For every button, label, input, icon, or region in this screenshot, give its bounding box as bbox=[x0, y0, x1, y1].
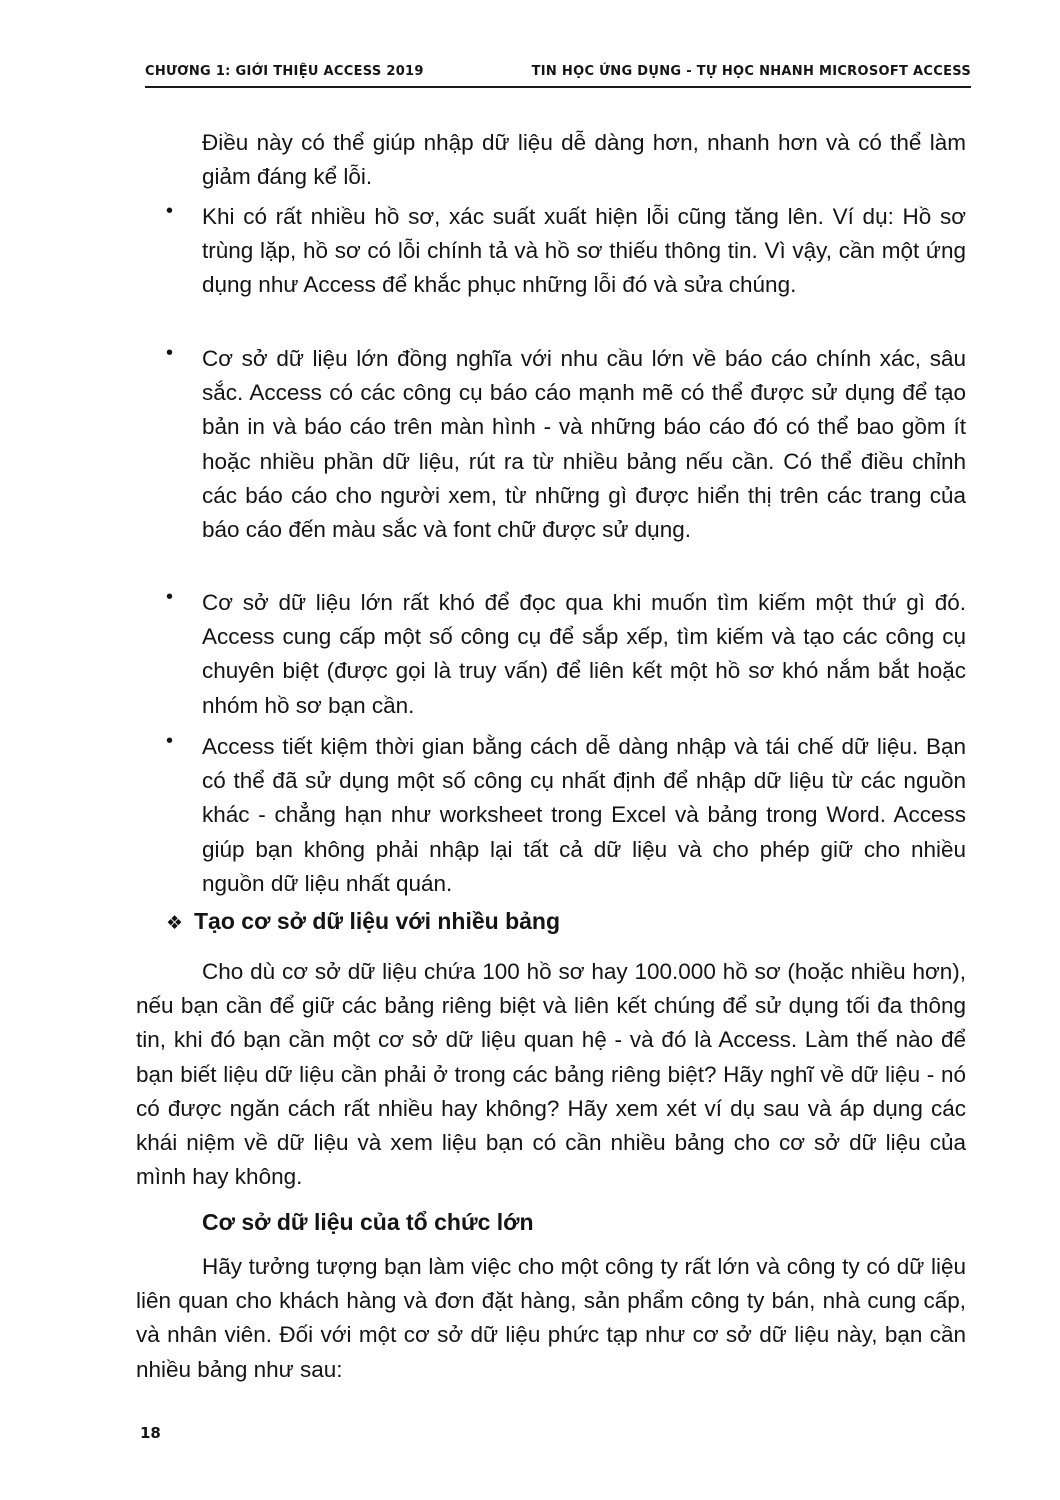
section-heading bbox=[166, 908, 560, 935]
subsection-paragraph: Hãy tưởng tượng bạn làm việc cho một công ty rất lớn và công ty có dữ liệu liên quan cho khách hàng và đơn đặt hàng, sản phẩm công ty bán, nhà cung cấp, và nhân viên. Đối với một cơ sở dữ liệu phức tạp như cơ sở dữ liệu này, bạn cần nhiều bảng như sau: bbox=[136, 1254, 966, 1382]
subsection-heading: Cơ sở dữ liệu của tổ chức lớn bbox=[202, 1209, 534, 1235]
intro-paragraph: Điều này có thể giúp nhập dữ liệu dễ dàng hơn, nhanh hơn và có thể làm giảm đáng kể lỗi. bbox=[202, 130, 966, 190]
section-heading-text: Tạo cơ sở dữ liệu với nhiều bảng bbox=[194, 908, 561, 934]
header-book-title: TIN HỌC ỨNG DỤNG - TỰ HỌC NHANH MICROSOFT ACCESS bbox=[531, 64, 971, 79]
bullet-icon: • bbox=[166, 586, 174, 608]
bullet-icon: • bbox=[166, 342, 174, 364]
bullet-item-3: Cơ sở dữ liệu lớn rất khó để đọc qua khi muốn tìm kiếm một thứ gì đó. Access cung cấp một số công cụ để sắp xếp, tìm kiếm và tạo các công cụ chuyên biệt (được gọi là truy vấn) để liên kết một hồ sơ khó nắm bắt hoặc nhóm hồ sơ bạn cần. bbox=[202, 590, 966, 718]
page-number: 18 bbox=[140, 1424, 161, 1442]
diamond-bullet-icon: ❖ bbox=[166, 913, 184, 934]
bullet-item-4: Access tiết kiệm thời gian bằng cách dễ dàng nhập và tái chế dữ liệu. Bạn có thể đã sử dụng một số công cụ nhất định để nhập dữ liệu từ các nguồn khác - chẳng hạn như worksheet trong Excel và bảng trong Word. Access giúp bạn không phải nhập lại tất cả dữ liệu và cho phép giữ cho nhiều nguồn dữ liệu nhất quán. bbox=[202, 734, 966, 896]
bullet-item-1: Khi có rất nhiều hồ sơ, xác suất xuất hiện lỗi cũng tăng lên. Ví dụ: Hồ sơ trùng lặp, hồ sơ có lỗi chính tả và hồ sơ thiếu thông tin. Vì vậy, cần một ứng dụng như Access để khắc phục những lỗi đó và sửa chúng. bbox=[202, 204, 966, 298]
bullet-icon: • bbox=[166, 730, 174, 752]
header-chapter-title: CHƯƠNG 1: GIỚI THIỆU ACCESS 2019 bbox=[145, 64, 424, 79]
running-header bbox=[145, 62, 971, 88]
bullet-icon: • bbox=[166, 200, 174, 222]
bullet-item-2: Cơ sở dữ liệu lớn đồng nghĩa với nhu cầu lớn về báo cáo chính xác, sâu sắc. Access có các công cụ báo cáo mạnh mẽ có thể được sử dụng để tạo bản in và báo cáo trên màn hình - và những báo cáo đó có thể bao gồm ít hoặc nhiều phần dữ liệu, rút ra từ nhiều bảng nếu cần. Có thể điều chỉnh các báo cáo cho người xem, từ những gì được hiển thị trên các trang của báo cáo đến màu sắc và font chữ được sử dụng. bbox=[202, 346, 966, 543]
section-paragraph: Cho dù cơ sở dữ liệu chứa 100 hồ sơ hay 100.000 hồ sơ (hoặc nhiều hơn), nếu bạn cần để giữ các bảng riêng biệt và liên kết chúng để sử dụng tối đa thông tin, khi đó bạn cần một cơ sở dữ liệu quan hệ - và đó là Access. Làm thế nào để bạn biết liệu dữ liệu cần phải ở trong các bảng riêng biệt? Hãy nghĩ về dữ liệu - nó có được ngăn cách rất nhiều hay không? Hãy xem xét ví dụ sau và áp dụng các khái niệm về dữ liệu và xem liệu bạn có cần nhiều bảng cho cơ sở dữ liệu của mình hay không. bbox=[136, 959, 966, 1190]
